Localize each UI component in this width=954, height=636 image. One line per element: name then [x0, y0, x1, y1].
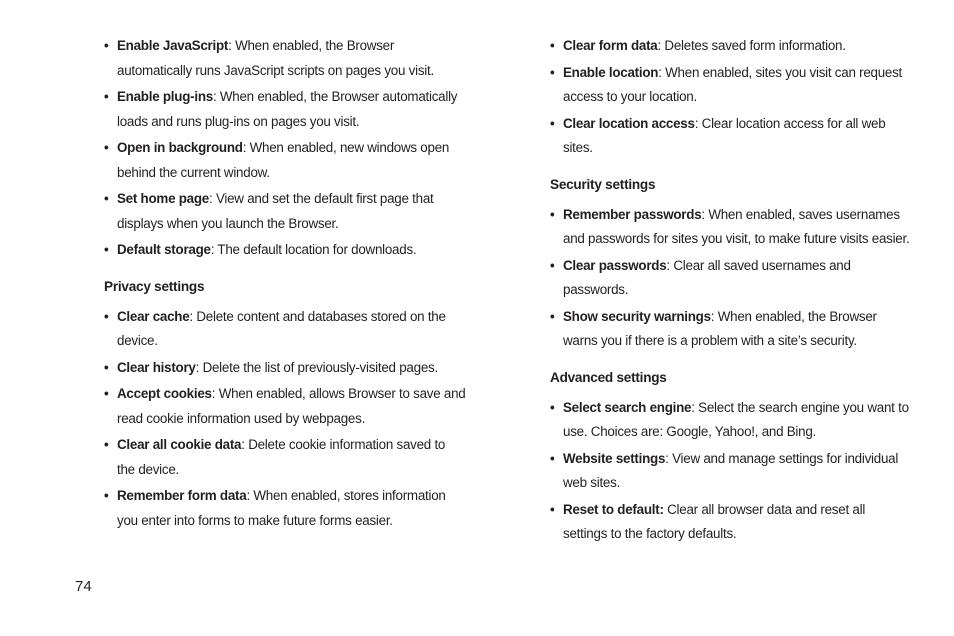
list-item: [550, 254, 912, 303]
setting-description: : When enabled, stores information you enter into forms to make future forms easier.: [117, 488, 446, 528]
setting-term: Clear history: [117, 359, 196, 375]
bullet-icon: •: [550, 38, 555, 53]
setting-term: Clear form data: [563, 38, 658, 53]
list-item: [550, 203, 912, 252]
list-item: [550, 112, 912, 161]
setting-description: : When enabled, the Browser warns you if there is a problem with a site’s security.: [563, 308, 877, 348]
bullet-icon: •: [104, 38, 109, 53]
setting-description: : Delete content and databases stored on the device.: [117, 308, 446, 348]
list-item: [104, 484, 466, 533]
setting-description: : When enabled, saves usernames and passwords for sites you visit, to make future visits easier.: [563, 206, 910, 246]
bullet-icon: •: [104, 242, 109, 257]
setting-description: : Delete cookie information saved to the device.: [117, 437, 446, 477]
setting-description: : Delete the list of previously-visited pages.: [195, 359, 438, 375]
bullet-icon: •: [104, 191, 109, 206]
setting-description: : When enabled, sites you visit can request access to your location.: [563, 64, 903, 104]
advanced-settings-heading: Advanced settings: [550, 369, 667, 385]
location-settings-list: [550, 34, 912, 161]
setting-term: Remember form data: [117, 488, 247, 503]
list-item: [550, 305, 912, 354]
browser-settings-list: [104, 34, 466, 263]
list-item: [104, 356, 466, 381]
setting-term: Clear cache: [117, 308, 190, 324]
privacy-settings-heading: Privacy settings: [104, 278, 205, 294]
list-item: [550, 61, 912, 110]
bullet-icon: •: [104, 89, 109, 104]
setting-description: Clear all browser data and reset all settings to the factory defaults.: [563, 501, 866, 541]
setting-description: : Clear location access for all web sites.: [563, 115, 886, 155]
list-item: [104, 85, 466, 134]
setting-description: : When enabled, the Browser automatically loads and runs plug-ins on pages you visit.: [117, 89, 458, 129]
setting-description: : When enabled, allows Browser to save and read cookie information used by webpages.: [117, 386, 466, 426]
setting-description: : When enabled, the Browser automatically runs JavaScript scripts on pages you visit.: [117, 38, 434, 78]
list-item: [104, 136, 466, 185]
setting-term: Enable JavaScript: [117, 38, 229, 53]
list-item: [550, 34, 912, 59]
bullet-icon: •: [550, 257, 555, 273]
setting-term: Open in background: [117, 140, 243, 155]
list-item: [550, 498, 912, 547]
list-item: [550, 447, 912, 496]
security-settings-list: [550, 203, 912, 354]
setting-term: Website settings: [563, 450, 666, 466]
setting-term: Select search engine: [563, 399, 692, 415]
security-settings-heading: Security settings: [550, 176, 656, 192]
list-item: [550, 396, 912, 445]
setting-term: Clear location access: [563, 115, 695, 131]
bullet-icon: •: [104, 488, 109, 503]
list-item: [104, 382, 466, 431]
bullet-icon: •: [550, 115, 555, 131]
setting-term: Clear passwords: [563, 257, 667, 273]
left-column: [104, 34, 466, 535]
bullet-icon: •: [104, 140, 109, 155]
bullet-icon: •: [104, 386, 109, 401]
bullet-icon: •: [550, 64, 555, 80]
setting-description: : Select the search engine you want to use. Choices are: Google, Yahoo!, and Bing.: [563, 399, 909, 439]
page-number: 74: [75, 578, 92, 595]
setting-description: : The default location for downloads.: [210, 242, 417, 257]
bullet-icon: •: [104, 437, 109, 452]
setting-term: Remember passwords: [563, 206, 702, 222]
setting-term: Set home page: [117, 191, 209, 206]
setting-term: Default storage: [117, 242, 211, 257]
setting-term: Enable plug-ins: [117, 89, 213, 104]
bullet-icon: •: [104, 308, 109, 324]
list-item: [104, 187, 466, 236]
setting-description: : Deletes saved form information.: [657, 38, 846, 53]
setting-term: Enable location: [563, 64, 659, 80]
setting-term: Clear all cookie data: [117, 437, 242, 452]
right-column: [550, 34, 912, 549]
setting-term: Accept cookies: [117, 386, 212, 401]
list-item: [104, 238, 466, 263]
bullet-icon: •: [550, 308, 555, 324]
bullet-icon: •: [550, 206, 555, 222]
setting-description: : View and set the default first page that displays when you launch the Browser.: [117, 191, 434, 231]
setting-term: Reset to default:: [563, 501, 664, 517]
bullet-icon: •: [550, 501, 555, 517]
setting-description: : When enabled, new windows open behind the current window.: [117, 140, 450, 180]
list-item: [104, 433, 466, 482]
bullet-icon: •: [550, 399, 555, 415]
privacy-settings-list: [104, 305, 466, 534]
bullet-icon: •: [550, 450, 555, 466]
bullet-icon: •: [104, 359, 109, 375]
setting-description: : View and manage settings for individual web sites.: [563, 450, 899, 490]
setting-description: : Clear all saved usernames and passwords.: [563, 257, 851, 297]
list-item: [104, 34, 466, 83]
list-item: [104, 305, 466, 354]
setting-term: Show security warnings: [563, 308, 711, 324]
advanced-settings-list: [550, 396, 912, 547]
